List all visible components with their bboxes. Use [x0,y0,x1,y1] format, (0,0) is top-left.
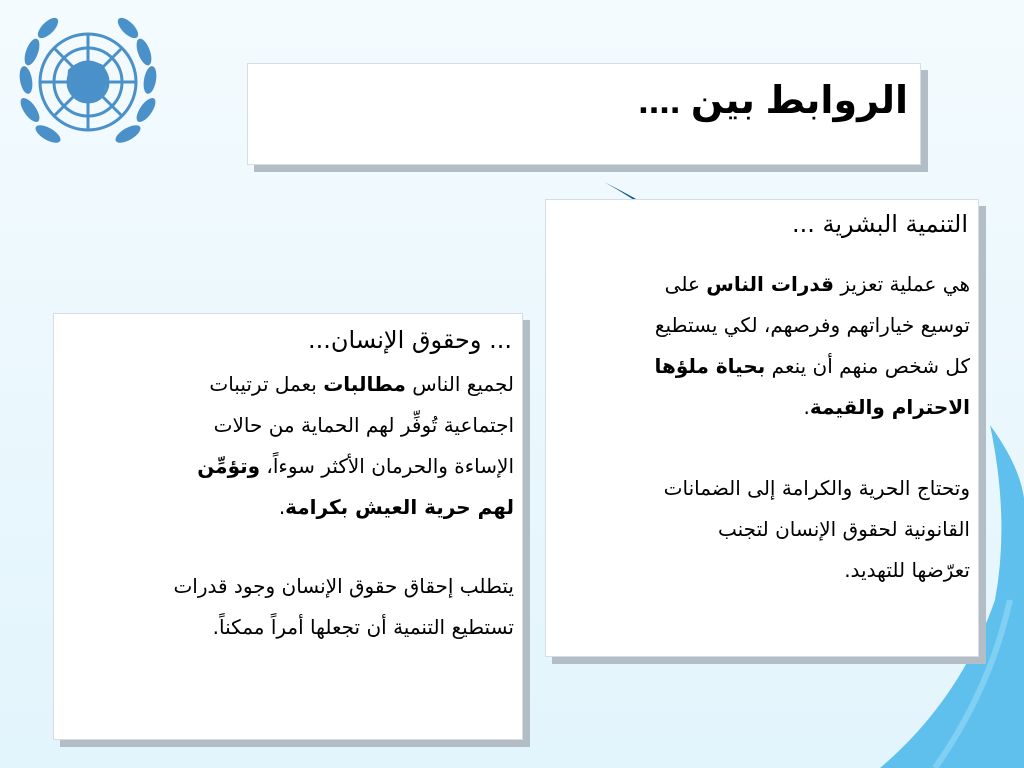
text-run: كل شخص منهم أن ينعم [765,354,970,378]
human-rights-heading: ... وحقوق الإنسان... [308,326,512,354]
human-rights-paragraph-1 [62,364,514,528]
human-development-paragraph-2 [560,468,970,591]
text-run: . [278,495,286,519]
emphasis-text: قدرات الناس [706,272,834,296]
human-development-paragraph-1 [560,264,970,428]
text-run: هي عملية تعزيز [833,272,970,296]
text-run: تعرّضها للتهديد. [844,558,970,582]
human-rights-card [53,313,523,740]
text-run: وتحتاج الحرية والكرامة إلى الضمانات [663,476,970,500]
text-run: بعمل ترتيبات [209,372,324,396]
emphasis-text: الاحترام والقيمة [809,395,970,419]
title-card [247,63,921,165]
human-rights-paragraph-2 [62,566,514,648]
text-run: تستطيع التنمية أن تجعلها أمراً ممكناً. [212,615,514,639]
emphasis-text: لهم حرية العيش بكرامة [285,495,514,519]
human-development-heading: التنمية البشرية ... [791,210,968,238]
slide-title: الروابط بين .... [638,80,908,122]
text-run: على [664,272,707,296]
text-run: يتطلب إحقاق حقوق الإنسان وجود قدرات [173,574,514,598]
text-run: . [803,395,810,419]
text-run: اجتماعية تُوفِّر لهم الحماية من حالات [213,413,514,437]
text-run: القانونية لحقوق الإنسان لتجنب [718,517,970,541]
un-emblem-icon [8,10,168,160]
text-run: الإساءة والحرمان الأكثر سوءاً، [260,454,514,478]
emphasis-text: وتؤمِّن [197,454,261,478]
text-run: توسيع خياراتهم وفرصهم، لكي يستطيع [654,313,970,337]
human-development-card [545,199,979,657]
text-run: لجميع الناس [405,372,514,396]
emphasis-text: بحياة ملؤها [654,354,766,378]
emphasis-text: مطالبات [323,372,406,396]
